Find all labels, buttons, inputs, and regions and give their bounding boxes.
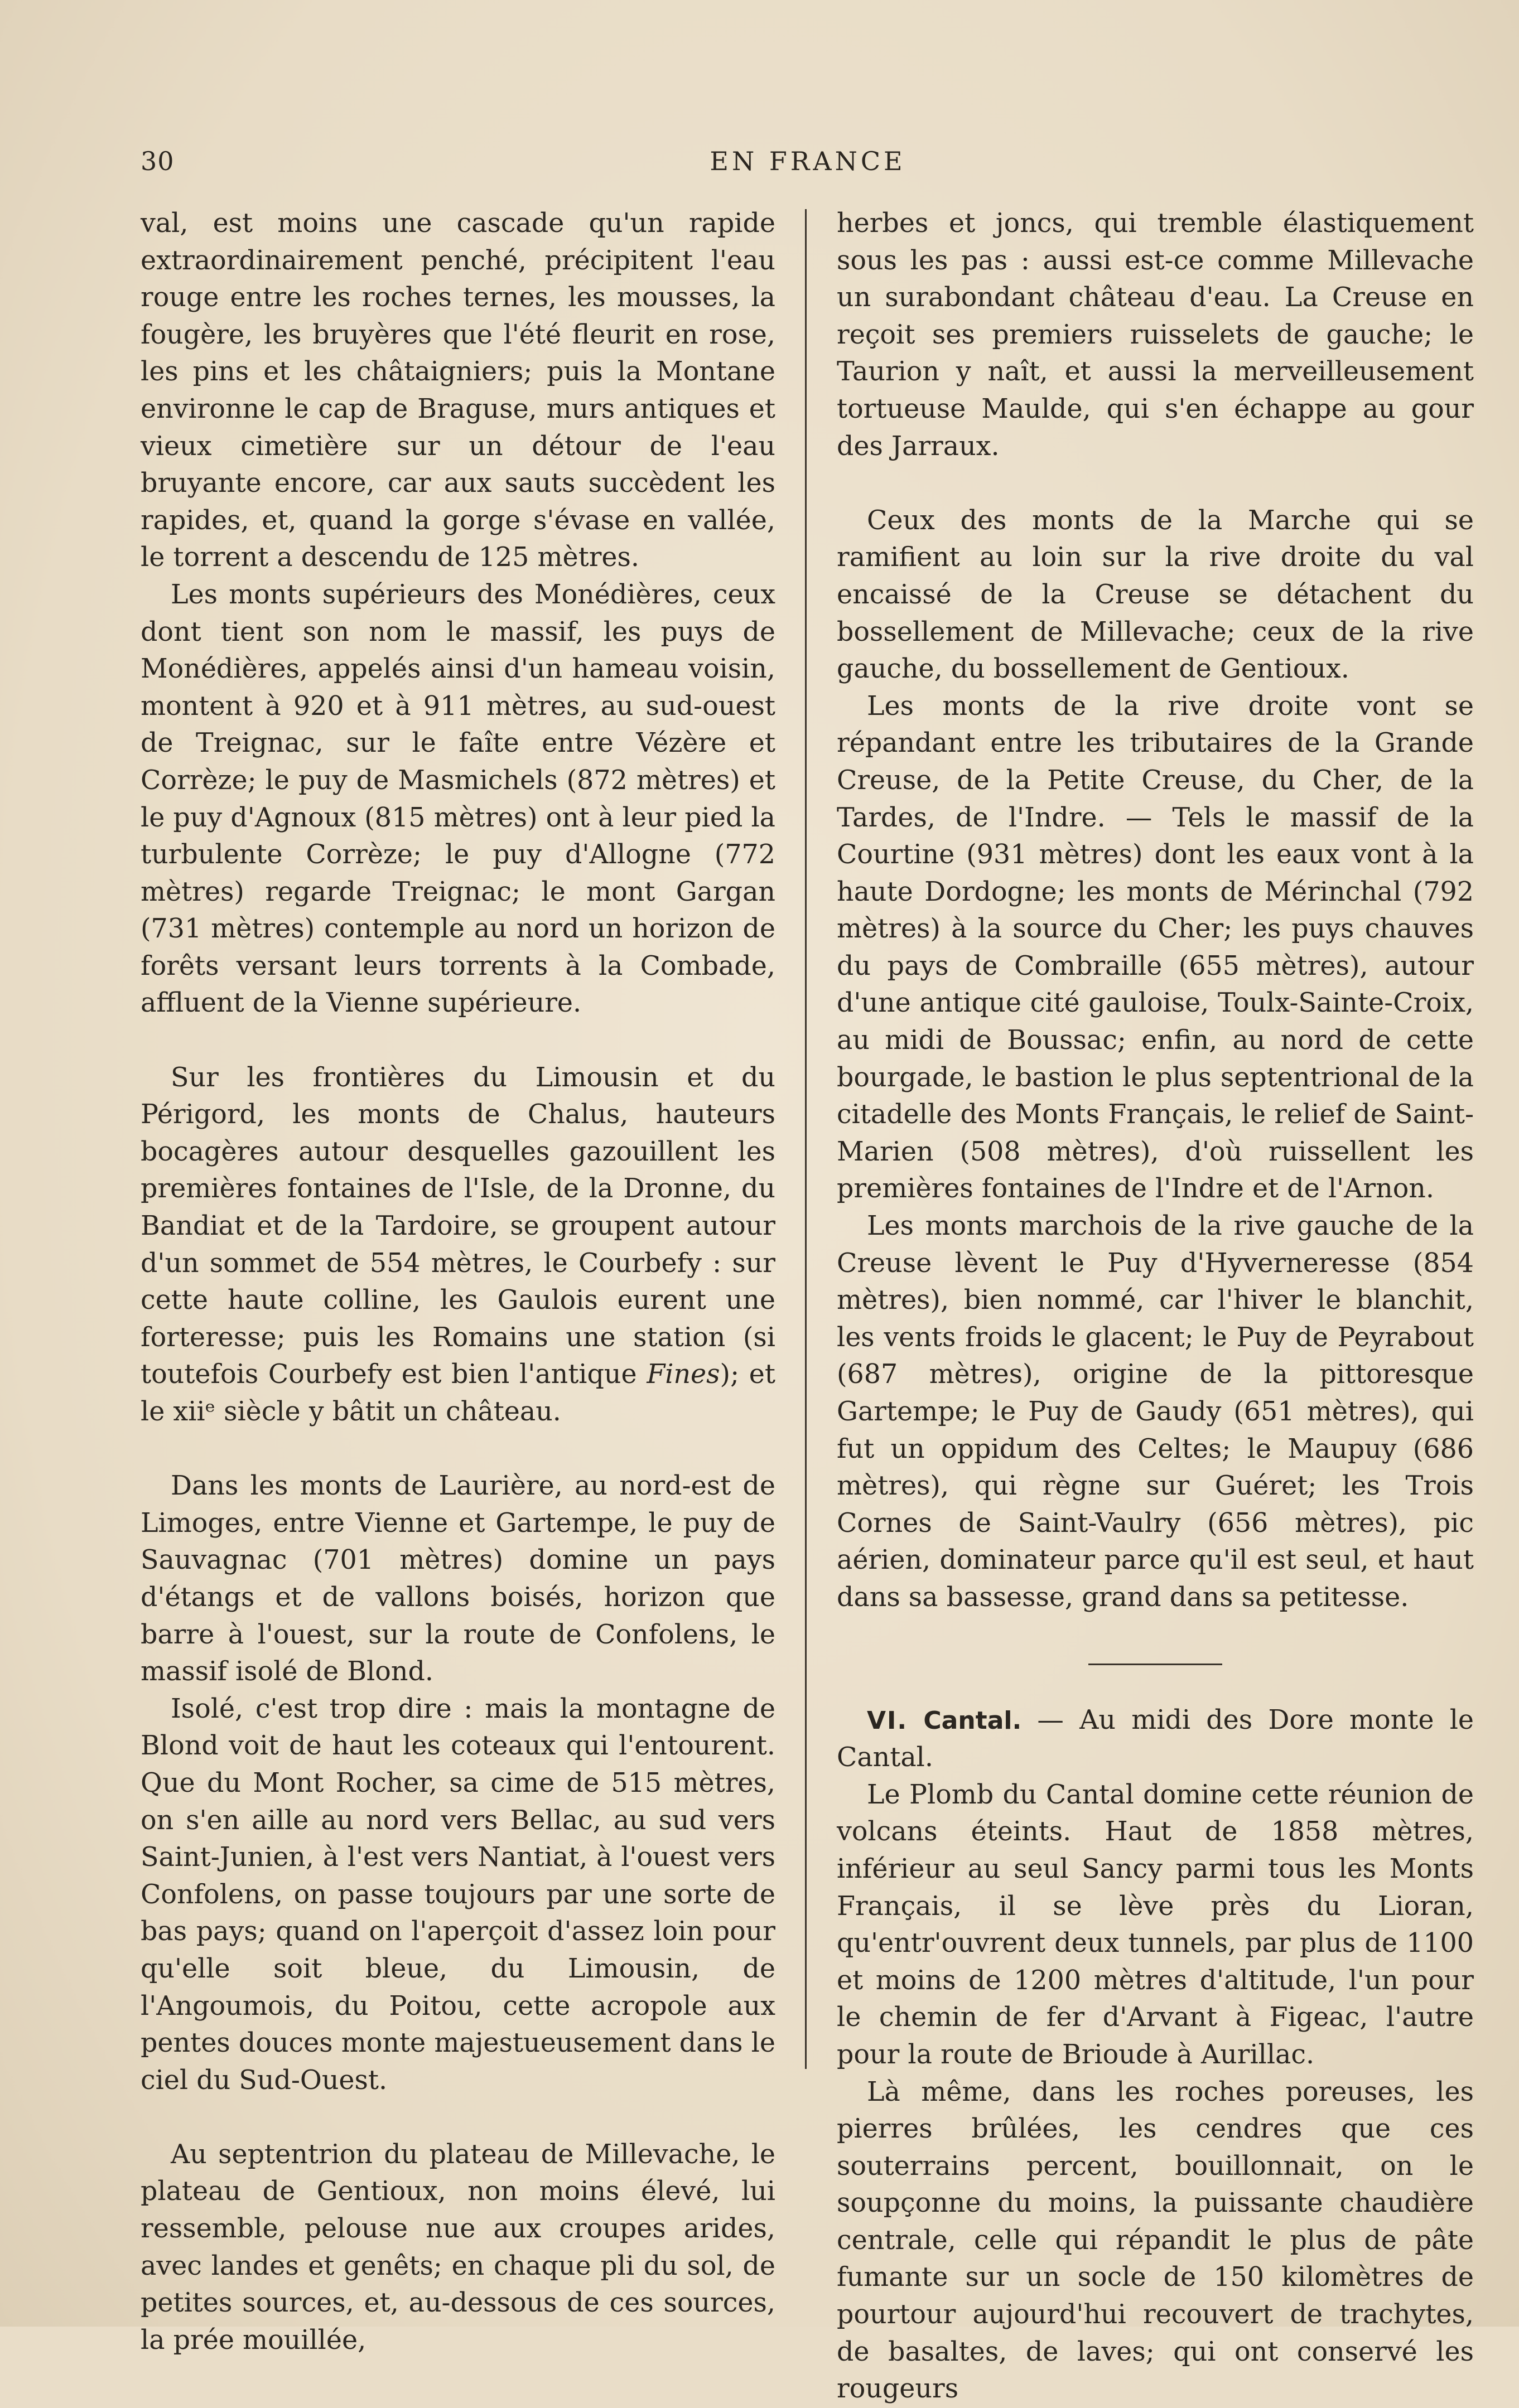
paragraph: Les monts de la rive droite vont se répandant entre les tributaires de la Grande Creuse, de la Petite Creuse, du Cher, de la Tardes, de l'Indre. — Tels le massif de la Courtine (931 mètres) dont les eaux vont à la haute Dordogne; les monts de Mérinchal (792 mètres) à la source du Cher; les puys chauves du pays de Combraille (655 mètres), autour d'une antique cité gauloise, Toulx-Sainte-Croix, au midi de Boussac; enfin, au nord de cette bourgade, le bastion le plus septentrional de la citadelle des Monts Français, le relief de Saint-Marien (508 mètres), d'où ruissellent les premières fontaines de l'Indre et de l'Arnon. xyxy=(837,690,1474,1205)
paragraph: herbes et joncs, qui tremble élastiquement sous les pas : aussi est-ce comme Millevache un surabondant château d'eau. La Creuse en reçoit ses premiers ruisselets de gauche; le Taurion y naît, et aussi la merveilleusement tortueuse Maulde, qui s'en échappe au gour des Jarraux. xyxy=(837,208,1474,462)
page-number: 30 xyxy=(141,146,175,176)
century-numeral: xiiᵉ xyxy=(173,1396,215,1427)
paragraph: Le Plomb du Cantal domine cette réunion de volcans éteints. Haut de 1858 mètres, inférieur au seul Sancy parmi tous les Monts Français, il se lève près du Lioran, qu'entr'ouvrent deux tunnels, par plus de 1100 et moins de 1200 mètres d'altitude, l'un pour le chemin de fer d'Arvant à Figeac, l'autre pour la route de Brioude à Aurillac. xyxy=(837,1779,1474,2070)
paragraph xyxy=(141,1060,775,1431)
right-column xyxy=(837,205,1474,2408)
paragraph: Dans les monts de Laurière, au nord-est de Limoges, entre Vienne et Gartempe, le puy de Sauvagnac (701 mètres) domine un pays d'étangs et de vallons boisés, horizon que barre à l'ouest, sur la route de Confolens, le massif isolé de Blond. xyxy=(141,1471,775,1687)
section-rule xyxy=(1088,1664,1222,1665)
paragraph: Les monts supérieurs des Monédières, ceux dont tient son nom le massif, les puys de Monédières, appelés ainsi d'un hameau voisin, montent à 920 et à 911 mètres, au sud-ouest de Treignac, sur le faîte entre Vézère et Corrèze; le puy de Masmichels (872 mètres) et le puy d'Agnoux (815 mètres) ont à leur pied la turbulente Corrèze; le puy d'Allogne (772 mètres) regarde Treignac; le mont Gargan (731 mètres) contemple au nord un horizon de forêts versant leurs torrents à la Combade, affluent de la Vienne supérieure. xyxy=(141,579,775,1019)
paragraph: val, est moins une cascade qu'un rapide extraordinairement penché, précipitent l'eau rouge entre les roches ternes, les mousses, la fougère, les bruyères que l'été fleurit en rose, les pins et les châtaigniers; puis la Montane environne le cap de Braguse, murs antiques et vieux cimetière sur un détour de l'eau bruyante encore, car aux sauts succèdent les rapides, et, quand la gorge s'évase en vallée, le torrent a descendu de 125 mètres. xyxy=(141,208,775,573)
paragraph-text: — Au midi des Dore monte le Cantal. xyxy=(837,1704,1474,1773)
column-divider xyxy=(805,209,807,2069)
paragraph-text: ); et le xyxy=(141,1359,775,1427)
paragraph: Au septentrion du plateau de Millevache, le plateau de Gentioux, non moins élevé, lui ressemble, pelouse nue aux croupes arides, avec landes et genêts; en chaque pli du sol, de petites sources, et, au-dessous de ces sources, la prée mouillée, xyxy=(141,2139,775,2356)
paragraph-text: Sur les frontières du Limousin et du Périgord, les monts de Chalus, hauteurs bocagères autour desquelles gazouillent les premières fontaines de l'Isle, de la Dronne, du Bandiat et de la Tardoire, se groupent autour d'un sommet de 554 mètres, le Courbefy : sur cette haute colline, les Gaulois eurent une forteresse; puis les Romains une station (si toutefois Courbefy est bien l'antique xyxy=(141,1062,775,1390)
paragraph: Là même, dans les roches poreuses, les pierres brûlées, les cendres que ces souterrains percent, bouillonnait, on le soupçonne du moins, la puissante chaudière centrale, celle qui répandit le plus de pâte fumante sur un socle de 150 kilomètres de pourtour aujourd'hui recouvert de trachytes, de basaltes, de laves; qui ont conservé les rougeurs xyxy=(837,2076,1474,2405)
left-column xyxy=(141,205,775,2359)
section-heading-paragraph xyxy=(837,1702,1474,1777)
running-head xyxy=(141,146,1475,180)
paragraph: Isolé, c'est trop dire : mais la montagne de Blond voit de haut les coteaux qui l'entourent. Que du Mont Rocher, sa cime de 515 mètres, on s'en aille au nord vers Bellac, au sud vers Saint-Junien, à l'est vers Nantiat, à l'ouest vers Confolens, on passe toujours par une sorte de bas pays; quand on l'aperçoit d'assez loin pour qu'elle soit bleue, du Limousin, de l'Angoumois, du Poitou, cette acropole aux pentes douces monte majestueusement dans le ciel du Sud-Ouest. xyxy=(141,1693,775,2096)
paragraph: Ceux des monts de la Marche qui se ramifient au loin sur la rive droite du val encaissé de la Creuse se détachent du bossellement de Millevache; ceux de la rive gauche, du bossellement de Gentioux. xyxy=(837,505,1474,685)
section-number: VI. xyxy=(867,1706,908,1735)
section-title: Cantal. xyxy=(923,1706,1022,1735)
paragraph-text: siècle y bâtit un château. xyxy=(215,1396,561,1427)
italic-term: Fines xyxy=(647,1359,720,1390)
running-title: EN FRANCE xyxy=(710,146,906,176)
paragraph: Les monts marchois de la rive gauche de la Creuse lèvent le Puy d'Hyverneresse (854 mètres), bien nommé, car l'hiver le blanchit, les vents froids le glacent; le Puy de Peyrabout (687 mètres), origine de la pittoresque Gartempe; le Puy de Gaudy (651 mètres), qui fut un oppidum des Celtes; le Maupuy (686 mètres), qui règne sur Guéret; les Trois Cornes de Saint-Vaulry (656 mètres), pic aérien, dominateur parce qu'il est seul, et haut dans sa bassesse, grand dans sa petitesse. xyxy=(837,1211,1474,1613)
